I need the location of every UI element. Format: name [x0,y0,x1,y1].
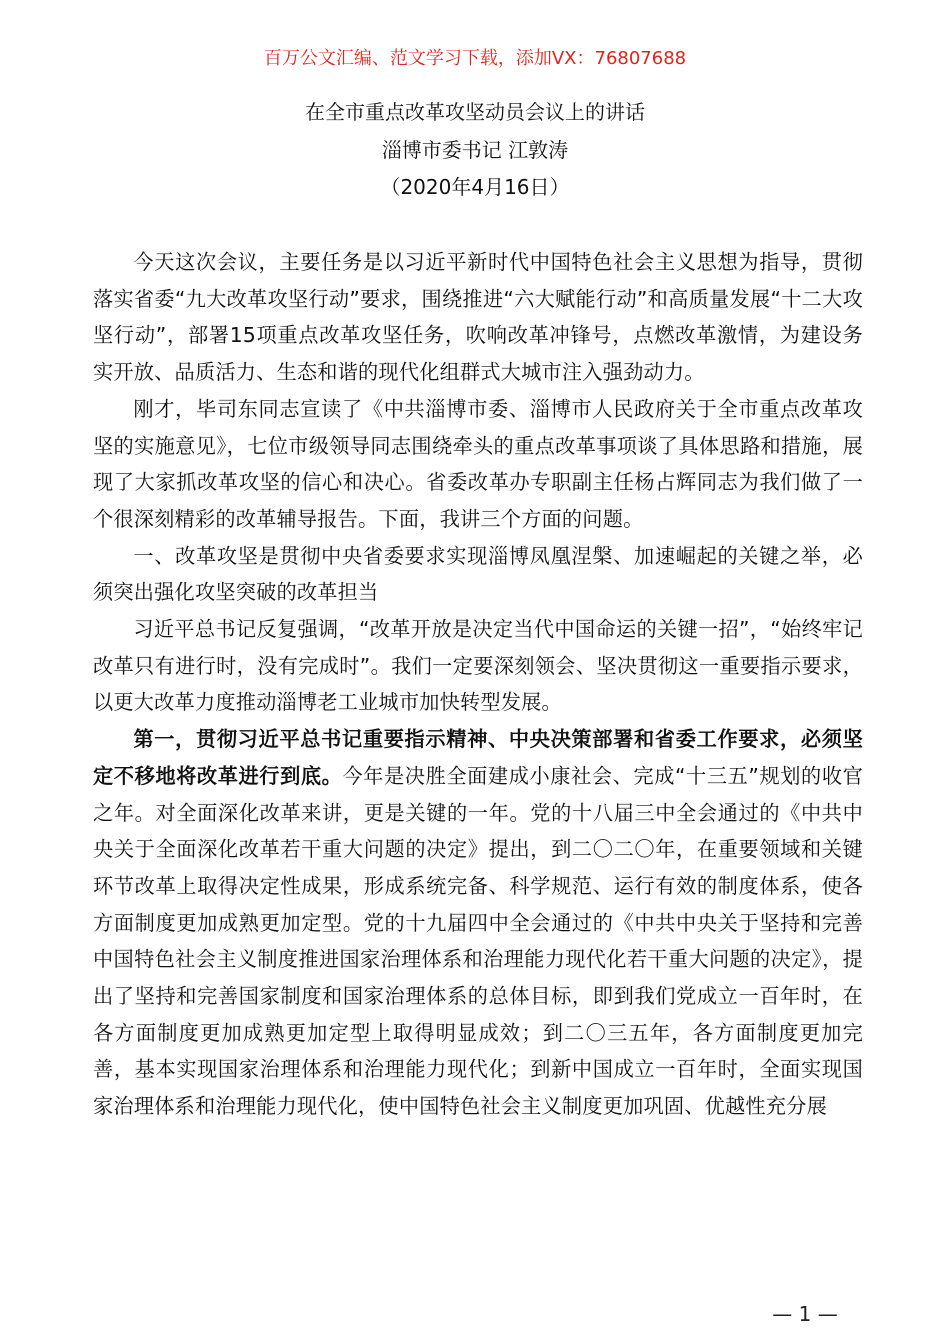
document-body [93,244,863,1125]
paragraph-first-point [93,721,863,1125]
paragraph-review: 刚才，毕司东同志宣读了《中共淄博市委、淄博市人民政府关于全市重点改革攻坚的实施意见》，七位市级领导同志围绕牵头的重点改革事项谈了具体思路和措施，展现了大家抓改革攻坚的信心和决心。省委改革办专职副主任杨占辉同志为我们做了一个很深刻精彩的改革辅导报告。下面，我讲三个方面的问题。 [93,396,863,531]
paragraph-quote: 习近平总书记反复强调，“改革开放是决定当代中国命运的关键一招”，“始终牢记改革只有进行时，没有完成时”。我们一定要深刻领会、坚决贯彻这一重要指示要求，以更大改革力度推动淄博老工业城市加快转型发展。 [93,617,863,715]
page-number: — 1 — [772,1302,838,1326]
paragraph-intro: 今天这次会议，主要任务是以习近平新时代中国特色社会主义思想为指导，贯彻落实省委“九大改革攻坚行动”要求，围绕推进“六大赋能行动”和高质量发展“十二大攻坚行动”，部署15项重点改革攻坚任务，吹响改革冲锋号，点燃改革激情，为建设务实开放、品质活力、生态和谐的现代化组群式大城市注入强劲动力。 [93,250,863,385]
first-point-heading: 第一，贯彻习近平总书记重要指示精神、中央决策部署和省委工作要求，必须坚定不移地将改革进行到底。 [93,727,863,788]
speaker-line: 淄博市委书记 江敦涛 [381,138,569,162]
first-point-text: 今年是决胜全面建成小康社会、完成“十三五”规划的收官之年。对全面深化改革来讲，更是关键的一年。党的十八届三中全会通过的《中共中央关于全面深化改革若干重大问题的决定》提出，到二〇二〇年，在重要领域和关键环节改革上取得决定性成果，形成系统完备、科学规范、运行有效的制度体系，使各方面制度更加成熟更加定型。党的十九届四中全会通过的《中共中央关于坚持和完善中国特色社会主义制度推进国家治理体系和治理能力现代化若干重大问题的决定》，提出了坚持和完善国家制度和国家治理体系的总体目标，即到我们党成立一百年时，在各方面制度更加成熟更加定型上取得明显成效；到二〇三五年，各方面制度更加完善，基本实现国家治理体系和治理能力现代化；到新中国成立一百年时，全面实现国家治理体系和治理能力现代化，使中国特色社会主义制度更加巩固、优越性充分展 [93,763,864,1119]
section-heading-1: 一、改革攻坚是贯彻中央省委要求实现淄博凤凰涅槃、加速崛起的关键之举，必须突出强化攻坚突破的改革担当 [93,543,863,605]
speech-date: （2020年4月16日） [380,175,570,199]
speech-title: 在全市重点改革攻坚动员会议上的讲话 [305,100,645,124]
promo-banner: 百万公文汇编、范文学习下载，添加VX：76807688 [263,48,687,69]
